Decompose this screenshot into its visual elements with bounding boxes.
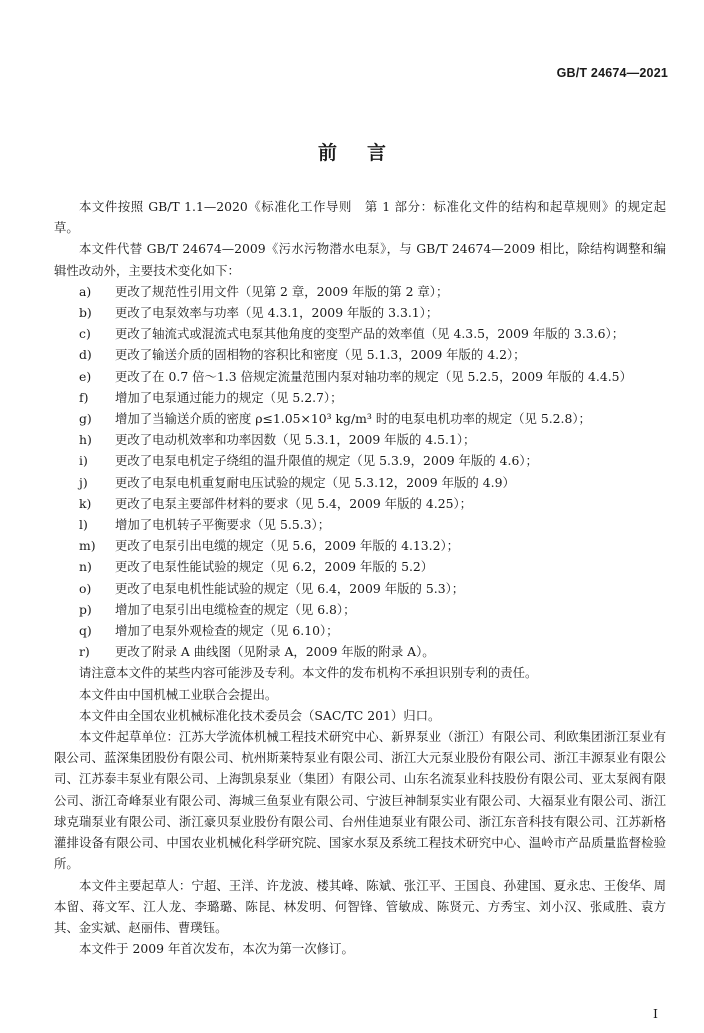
list-item-label: b) — [79, 305, 92, 321]
list-item-label: d) — [79, 347, 92, 363]
list-item — [54, 281, 666, 302]
list-item — [54, 556, 666, 577]
list-item — [54, 387, 666, 408]
list-item — [54, 408, 666, 429]
list-item-text: 更改了电泵引出电缆的规定（见 5.6，2009 年版的 4.13.2）； — [115, 538, 460, 554]
list-item-label: j) — [79, 474, 88, 490]
list-item-text: 更改了电泵效率与功率（见 4.3.1，2009 年版的 3.3.1）； — [115, 305, 439, 321]
list-item-label: f) — [79, 389, 89, 405]
list-item — [54, 302, 666, 323]
publication-history: 本文件于 2009 年首次发布，本次为第一次修订。 — [79, 941, 354, 957]
list-item-label: c) — [79, 326, 91, 342]
list-item-text: 增加了电泵外观检查的规定（见 6.10）； — [115, 623, 339, 639]
list-item — [54, 620, 666, 641]
intro-paragraph: 本文件代替 GB/T 24674—2009《污水污物潜水电泵》，与 GB/T 24674—2009 相比，除结构调整和编辑性改动外，主要技术变化如下： — [54, 241, 666, 278]
list-item — [54, 641, 666, 662]
list-item — [54, 535, 666, 556]
list-item — [54, 344, 666, 365]
list-item — [54, 366, 666, 387]
list-item-text: 更改了输送介质的固相物的容积比和密度（见 5.1.3，2009 年版的 4.2）； — [115, 347, 526, 363]
list-item-label: r) — [79, 644, 90, 660]
list-item-text: 更改了电泵电机重复耐电压试验的规定（见 5.3.12，2009 年版的 4.9） — [115, 474, 515, 490]
page-title: 前言 — [317, 142, 416, 164]
list-item-label: a) — [79, 283, 92, 299]
proposer-statement: 本文件由中国机械工业联合会提出。 — [79, 686, 278, 702]
list-item — [54, 429, 666, 450]
list-item-text: 更改了轴流式或混流式电泵其他角度的变型产品的效率值（见 4.3.5，2009 年版的 3.3.6）； — [115, 326, 625, 342]
list-item-label: i) — [79, 453, 88, 469]
list-item — [54, 323, 666, 344]
list-item-label: h) — [79, 432, 92, 448]
list-item-label: m) — [79, 538, 96, 554]
list-item-text: 增加了当输送介质的密度 ρ≤1.05×10³ kg/m³ 时的电泵电机功率的规定（见 5.2.8）； — [115, 411, 591, 427]
list-item-label: p) — [79, 601, 92, 617]
list-item-label: n) — [79, 559, 92, 575]
list-item-text: 更改了电泵电机定子绕组的温升限值的规定（见 5.3.9，2009 年版的 4.6）； — [115, 453, 538, 469]
list-item-text: 更改了附录 A 曲线图（见附录 A，2009 年版的附录 A）。 — [115, 644, 435, 660]
list-item-text: 更改了规范性引用文件（见第 2 章，2009 年版的第 2 章）； — [115, 283, 449, 299]
list-item-text: 增加了电泵引出电缆检查的规定（见 6.8）； — [115, 601, 356, 617]
list-item — [54, 578, 666, 599]
list-item-text: 更改了电动机效率和功率因数（见 5.3.1，2009 年版的 4.5.1）； — [115, 432, 476, 448]
committee-statement: 本文件由全国农业机械标准化技术委员会（SAC/TC 201）归口。 — [79, 707, 441, 723]
foreword-body — [54, 196, 666, 959]
list-item-text: 增加了电机转子平衡要求（见 5.5.3）； — [115, 517, 331, 533]
list-item-label: q) — [79, 623, 92, 639]
changes-list — [54, 281, 666, 663]
patent-note: 请注意本文件的某些内容可能涉及专利。本文件的发布机构不承担识别专利的责任。 — [79, 665, 538, 681]
list-item-label: o) — [79, 580, 92, 596]
list-item — [54, 450, 666, 471]
page-number: I — [653, 1006, 658, 1021]
standard-number: GB/T 24674—2021 — [556, 66, 668, 80]
list-item-label: k) — [79, 495, 92, 511]
list-item-text: 更改了电泵主要部件材料的要求（见 5.4，2009 年版的 4.25）； — [115, 495, 473, 511]
list-item — [54, 599, 666, 620]
list-item-label: e) — [79, 368, 92, 384]
list-item-text: 更改了在 0.7 倍～1.3 倍规定流量范围内泵对轴功率的规定（见 5.2.5，2009 年版的 4.4.5） — [115, 368, 632, 384]
drafting-organizations: 本文件起草单位：江苏大学流体机械工程技术研究中心、新界泵业（浙江）有限公司、利欧集团浙江泵业有限公司、蓝深集团股份有限公司、杭州斯莱特泵业有限公司、浙江大元泵业股份有限公司、浙江丰源泵业有限公司、江苏泰丰泵业有限公司、上海凯泉泵业（集团）有限公司、山东名流泵业科技股份有限公司、亚太泵阀有限公司、浙江奇峰泵业有限公司、海城三鱼泵业有限公司、宁波巨神制泵实业有限公司、大福泵业有限公司、浙江球克瑞泵业有限公司、浙江豪贝泵业股份有限公司、台州佳迪泵业有限公司、浙江东音科技有限公司、江苏新格灌排设备有限公司、中国农业机械化科学研究院、国家水泵及系统工程技术研究中心、温岭市产品质量监督检验所。 — [54, 729, 666, 872]
intro-paragraph: 本文件按照 GB/T 1.1—2020《标准化工作导则 第 1 部分：标准化文件的结构和起草规则》的规定起草。 — [54, 199, 666, 236]
list-item — [54, 514, 666, 535]
list-item-label: g) — [79, 411, 92, 427]
list-item-text: 更改了电泵性能试验的规定（见 6.2，2009 年版的 5.2） — [115, 559, 434, 575]
list-item-text: 更改了电泵电机性能试验的规定（见 6.4，2009 年版的 5.3）； — [115, 580, 465, 596]
list-item-label: l) — [79, 517, 88, 533]
drafters: 本文件主要起草人：宁超、王洋、许龙波、楼其峰、陈斌、张江平、王国良、孙建国、夏永忠、王俊华、周本留、蒋文军、江人龙、李璐璐、陈昆、林发明、何智锋、管敏成、陈贤元、方秀宝、刘小汉、张咸胜、袁方其、金实斌、赵丽伟、曹璞钰。 — [54, 877, 666, 935]
list-item — [54, 472, 666, 493]
list-item — [54, 493, 666, 514]
list-item-text: 增加了电泵通过能力的规定（见 5.2.7）； — [115, 389, 343, 405]
